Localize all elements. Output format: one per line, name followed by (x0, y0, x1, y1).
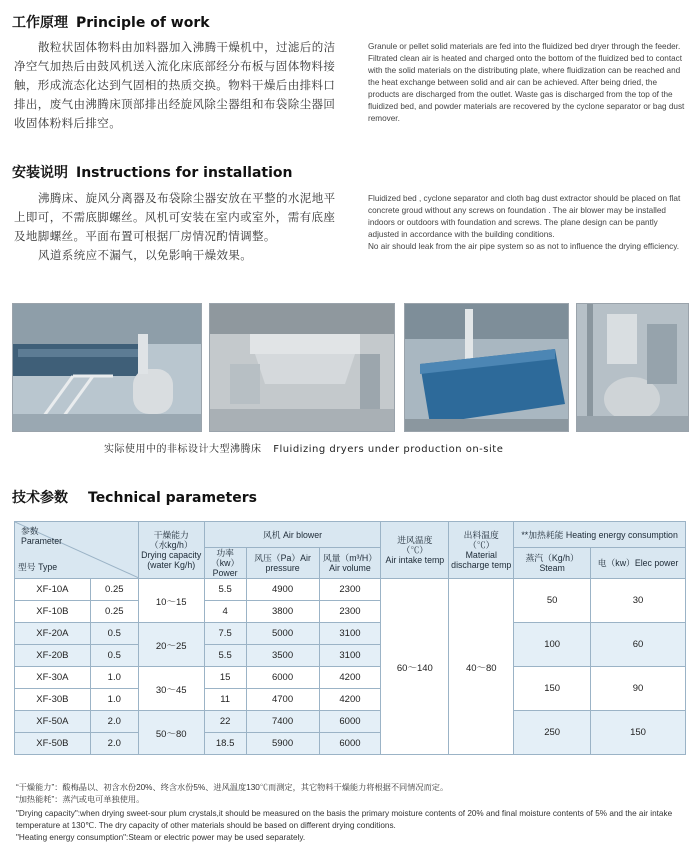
cell-steam: 250 (514, 711, 591, 755)
cell-drying: 30～45 (138, 667, 204, 711)
cell-pressure: 5000 (246, 623, 319, 645)
pressure-header: 风压（Pa）Air pressure (246, 548, 319, 579)
param-type-header (15, 522, 139, 579)
cell-type: XF-30B (15, 689, 91, 711)
heating-energy-header: **加热耗能 Heating energy consumption (514, 522, 686, 548)
type-cn: 型号 (18, 562, 36, 572)
param-en: Parameter (21, 536, 63, 546)
photo-caption (104, 440, 503, 455)
cell-power: 22 (204, 711, 246, 733)
dryer-photo-4 (576, 303, 689, 432)
cell-elec: 60 (591, 623, 686, 667)
cell-area: 1.0 (90, 689, 138, 711)
cell-pressure: 6000 (246, 667, 319, 689)
principle-en-text: Granule or pellet solid materials are fed into the fluidized bed dryer through the feeder. Filtrated clean air is heated and charged onto the bottom of the fluidized bed to contact with the solid materials on the distributing plate, where fluidization can be reached and the heat exchange between solid and air can be achieved. After being dried, the products are discharged from the outlet. Waste gas is discharged from the top of the fluidized bed, and powder materials are recovered by the cyclone separator or bag dust remover. (368, 42, 685, 123)
table-row (15, 711, 686, 733)
photo-caption-cn: 实际使用中的非标设计大型沸腾床 (104, 444, 262, 455)
cell-type: XF-50B (15, 733, 91, 755)
cell-area: 2.0 (90, 733, 138, 755)
notes (16, 782, 688, 806)
cell-type: XF-50A (15, 711, 91, 733)
discharge-temp-header (449, 522, 514, 579)
drying-unit: （水kg/h） (149, 540, 193, 550)
air-intake-temp-header (381, 522, 449, 579)
discharge-unit: （℃） (468, 540, 495, 550)
cell-pressure: 3800 (246, 601, 319, 623)
dryer-photo-1 (12, 303, 202, 432)
power-header: 功率（kw）Power (204, 548, 246, 579)
cell-type: XF-30A (15, 667, 91, 689)
cell-type: XF-10A (15, 579, 91, 601)
cell-volume: 2300 (319, 601, 381, 623)
steam-header: 蒸汽（Kg/h）Steam (514, 548, 591, 579)
installation-title-en: Instructions for installation (76, 165, 293, 181)
installation-en-text-2: No air should leak from the air pipe system so as not to influence the drying efficiency. (368, 242, 679, 251)
notes-en (16, 808, 688, 844)
installation-cn-text-1: 沸腾床、旋风分离器及布袋除尘器安放在平整的水泥地平上即可，不需底脚螺丝。风机可安装在室内或室外，需有底座及地脚螺丝。平面布置可根据厂房情况酌情调整。 (14, 191, 336, 243)
dryer-photo-2 (209, 303, 395, 432)
cell-power: 15 (204, 667, 246, 689)
cell-volume: 6000 (319, 711, 381, 733)
type-en: Type (38, 562, 58, 572)
cell-pressure: 4900 (246, 579, 319, 601)
cell-power: 7.5 (204, 623, 246, 645)
cell-drying: 20～25 (138, 623, 204, 667)
cell-pressure: 4700 (246, 689, 319, 711)
cell-type: XF-20A (15, 623, 91, 645)
cell-area: 2.0 (90, 711, 138, 733)
cell-area: 1.0 (90, 667, 138, 689)
dryer-photo-3 (404, 303, 569, 432)
table-row (15, 623, 686, 645)
drying-en: Drying capacity (water Kg/h) (141, 550, 202, 570)
cell-discharge-temp: 40～80 (449, 579, 514, 755)
principle-title-en: Principle of work (76, 15, 210, 31)
cell-area: 0.5 (90, 645, 138, 667)
technical-title-cn: 技术参数 (12, 490, 68, 506)
principle-title (12, 12, 210, 32)
cell-volume: 4200 (319, 667, 381, 689)
cell-volume: 6000 (319, 733, 381, 755)
cell-pressure: 7400 (246, 711, 319, 733)
cell-area: 0.5 (90, 623, 138, 645)
note-cn-2: “加热能耗”：蒸汽或电可单独使用。 (16, 795, 145, 804)
technical-parameters-table (14, 521, 686, 755)
note-en-2: "Heating energy consumption":Steam or electric power may be used separately. (16, 833, 306, 842)
cell-pressure: 3500 (246, 645, 319, 667)
discharge-en: Material discharge temp (451, 550, 512, 570)
installation-en-text-1: Fluidized bed , cyclone separator and cloth bag dust extractor should be placed on flat concrete groud without any screws on foundation . The air blower may be installed indoors or outdoors with foundation and screws. The plane design can be pantly adjusted in accordance with the building conditions. (368, 194, 681, 239)
cell-power: 4 (204, 601, 246, 623)
intake-unit: （℃） (401, 545, 429, 555)
cell-elec: 90 (591, 667, 686, 711)
cell-power: 11 (204, 689, 246, 711)
photo-caption-en: Fluidizing dryers under production on-site (273, 444, 504, 455)
note-en-1: "Drying capacity":when drying sweet-sour plum crystals,it should be measured on the basis the primary moisture contents of 20% and final moisture contents of 5% and the air intake temperature at 130℃. The dry capacity of other materials should be based on different drying conditions. (16, 809, 673, 830)
installation-title-cn: 安装说明 (12, 165, 68, 181)
technical-title (12, 487, 257, 507)
principle-title-cn: 工作原理 (12, 15, 68, 31)
technical-title-en: Technical parameters (88, 490, 257, 506)
intake-cn: 进风温度 (397, 535, 433, 545)
cell-steam: 150 (514, 667, 591, 711)
cell-pressure: 5900 (246, 733, 319, 755)
air-blower-header: 风机 Air blower (204, 522, 381, 548)
cell-steam: 100 (514, 623, 591, 667)
cell-drying: 50～80 (138, 711, 204, 755)
cell-power: 5.5 (204, 579, 246, 601)
cell-volume: 3100 (319, 645, 381, 667)
intake-en: Air intake temp (385, 555, 445, 565)
param-cn: 参数 (21, 526, 39, 536)
cell-power: 18.5 (204, 733, 246, 755)
installation-title (12, 162, 293, 182)
elec-header: 电（kw）Elec power (591, 548, 686, 579)
cell-elec: 30 (591, 579, 686, 623)
principle-cn-text: 散粒状固体物料由加料器加入沸腾干燥机中，过滤后的洁净空气加热后由鼓风机送入流化床底部经分布板与固体物料接触，形成流态化达到气固相的热质交换。物料干燥后由排料口排出，废气由沸腾床顶部排出经旋风除尘器组和布袋除尘器回收固体粉料后排空。 (14, 40, 336, 130)
note-cn-1: “干燥能力”：酸梅晶以、初含水份20%、终含水份5%、进风温度130℃而测定，其它物料干燥能力将根据不同情况而定。 (16, 783, 449, 792)
volume-header: 风量（m³/H）Air volume (319, 548, 381, 579)
cell-type: XF-10B (15, 601, 91, 623)
cell-elec: 150 (591, 711, 686, 755)
discharge-cn: 出料温度 (463, 530, 499, 540)
cell-power: 5.5 (204, 645, 246, 667)
cell-area: 0.25 (90, 579, 138, 601)
drying-capacity-header (138, 522, 204, 579)
cell-volume: 3100 (319, 623, 381, 645)
cell-area: 0.25 (90, 601, 138, 623)
cell-drying: 10～15 (138, 579, 204, 623)
cell-steam: 50 (514, 579, 591, 623)
cell-type: XF-20B (15, 645, 91, 667)
drying-cn: 干燥能力 (153, 530, 189, 540)
cell-volume: 2300 (319, 579, 381, 601)
table-row (15, 667, 686, 689)
cell-intake-temp: 60～140 (381, 579, 449, 755)
table-row (15, 579, 686, 601)
installation-cn-text-2: 风道系统应不漏气，以免影响干燥效果。 (38, 248, 253, 262)
cell-volume: 4200 (319, 689, 381, 711)
